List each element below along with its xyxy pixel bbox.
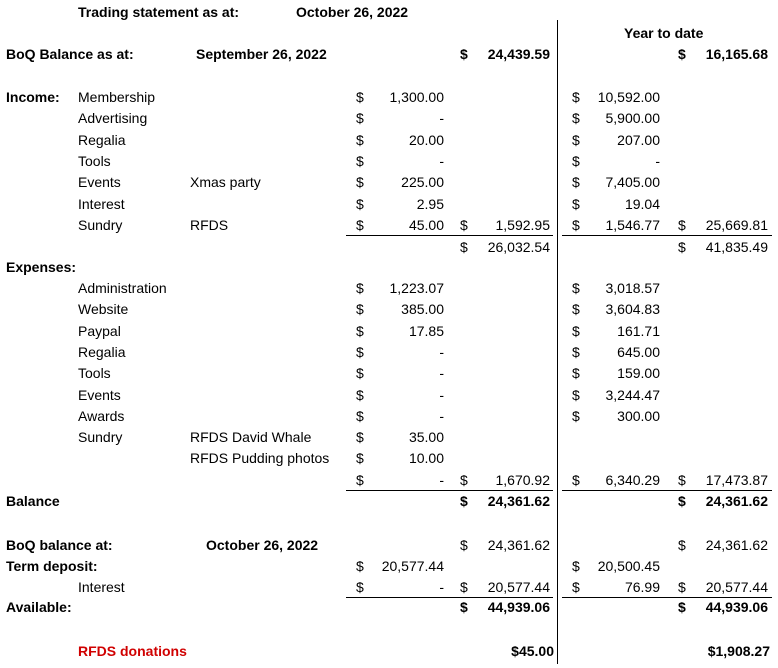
row-ytd-amount: 161.71 bbox=[617, 323, 660, 339]
currency-sign: $ bbox=[572, 89, 580, 105]
currency-sign: $ bbox=[356, 153, 364, 169]
row-ytd-amount: 5,900.00 bbox=[605, 110, 660, 126]
term-deposit-ytd-interest: 76.99 bbox=[624, 579, 660, 595]
currency-sign: $ bbox=[460, 537, 468, 553]
row-amount: 17.85 bbox=[408, 323, 444, 339]
column-divider bbox=[557, 20, 558, 664]
row-amount: 1,300.00 bbox=[389, 89, 444, 105]
currency-sign: $ bbox=[572, 153, 580, 169]
balance-ytd-amount: 24,361.62 bbox=[705, 493, 768, 509]
currency-sign: $ bbox=[460, 493, 468, 509]
row-amount: 10.00 bbox=[408, 450, 444, 466]
currency-sign: $ bbox=[572, 301, 580, 317]
currency-sign: $ bbox=[356, 365, 364, 381]
income-label: Income: bbox=[6, 89, 60, 105]
currency-sign: $ bbox=[678, 217, 686, 233]
row-ytd-amount: 645.00 bbox=[617, 344, 660, 360]
closing-date: October 26, 2022 bbox=[206, 537, 319, 553]
row-category: Regalia bbox=[78, 344, 126, 360]
closing-period-amount: 24,361.62 bbox=[487, 537, 550, 553]
row-note: Xmas party bbox=[190, 174, 261, 190]
currency-sign: $ bbox=[356, 323, 364, 339]
statement-title: Trading statement as at: bbox=[78, 4, 240, 20]
currency-sign: $ bbox=[356, 387, 364, 403]
row-ytd-amount: 300.00 bbox=[617, 408, 660, 424]
term-deposit-interest: - bbox=[439, 579, 444, 595]
income-ytd-subtotal: 41,835.49 bbox=[705, 239, 768, 255]
currency-sign: $ bbox=[678, 579, 686, 595]
currency-sign: $ bbox=[572, 579, 580, 595]
statement-date: October 26, 2022 bbox=[296, 4, 409, 20]
row-amount: - bbox=[439, 472, 444, 488]
currency-sign: $ bbox=[572, 132, 580, 148]
currency-sign: $ bbox=[572, 196, 580, 212]
currency-sign: $ bbox=[678, 537, 686, 553]
row-note: RFDS Pudding photos bbox=[190, 450, 330, 466]
balance-period-amount: 24,361.62 bbox=[487, 493, 550, 509]
currency-sign: $ bbox=[356, 89, 364, 105]
currency-sign: $ bbox=[356, 301, 364, 317]
row-category: Tools bbox=[78, 153, 111, 169]
row-amount: - bbox=[439, 153, 444, 169]
term-deposit-ytd-amount: 20,500.45 bbox=[597, 558, 660, 574]
currency-sign: $ bbox=[678, 493, 686, 509]
row-ytd-amount: 207.00 bbox=[617, 132, 660, 148]
currency-sign: $ bbox=[572, 174, 580, 190]
ytd-header: Year to date bbox=[624, 25, 704, 41]
currency-sign: $ bbox=[356, 344, 364, 360]
row-amount: 45.00 bbox=[408, 217, 444, 233]
opening-label: BoQ Balance as at: bbox=[6, 46, 134, 62]
currency-sign: $ bbox=[356, 450, 364, 466]
row-ytd-amount: 159.00 bbox=[617, 365, 660, 381]
income-ytd-underline bbox=[562, 235, 772, 236]
available-period-amount: 44,939.06 bbox=[487, 599, 550, 615]
expenses-ytd-total: 17,473.87 bbox=[705, 472, 768, 488]
row-ytd-amount: 7,405.00 bbox=[605, 174, 660, 190]
currency-sign: $ bbox=[356, 132, 364, 148]
row-category: Sundry bbox=[78, 429, 123, 445]
row-category: Advertising bbox=[78, 110, 148, 126]
expenses-period-total: 1,670.92 bbox=[495, 472, 550, 488]
expenses-underline bbox=[346, 490, 553, 491]
row-amount: - bbox=[439, 344, 444, 360]
row-category: Tools bbox=[78, 365, 111, 381]
row-category: Events bbox=[78, 174, 121, 190]
row-amount: - bbox=[439, 387, 444, 403]
row-note: RFDS bbox=[190, 217, 229, 233]
currency-sign: $ bbox=[356, 408, 364, 424]
row-amount: 2.95 bbox=[416, 196, 444, 212]
currency-sign: $ bbox=[356, 558, 364, 574]
row-ytd-amount: 1,546.77 bbox=[605, 217, 660, 233]
currency-sign: $ bbox=[572, 408, 580, 424]
currency-sign: $ bbox=[356, 579, 364, 595]
opening-ytd-amount: 16,165.68 bbox=[705, 46, 768, 62]
term-deposit-period-total: 20,577.44 bbox=[487, 579, 550, 595]
currency-sign: $ bbox=[572, 217, 580, 233]
term-deposit-label: Term deposit: bbox=[6, 558, 98, 574]
currency-sign: $ bbox=[572, 344, 580, 360]
currency-sign: $ bbox=[460, 579, 468, 595]
row-category: Awards bbox=[78, 408, 125, 424]
row-amount: 20.00 bbox=[408, 132, 444, 148]
row-ytd-amount: 19.04 bbox=[624, 196, 660, 212]
currency-sign: $ bbox=[356, 174, 364, 190]
currency-sign: $ bbox=[460, 217, 468, 233]
rfds-ytd-amount: $1,908.27 bbox=[707, 643, 770, 659]
row-ytd-amount: 3,244.47 bbox=[605, 387, 660, 403]
balance-label: Balance bbox=[6, 493, 60, 509]
currency-sign: $ bbox=[572, 387, 580, 403]
currency-sign: $ bbox=[356, 196, 364, 212]
row-note: RFDS David Whale bbox=[190, 429, 312, 445]
term-deposit-ytd-total: 20,577.44 bbox=[705, 579, 768, 595]
row-amount: 35.00 bbox=[408, 429, 444, 445]
income-period-subtotal: 26,032.54 bbox=[487, 239, 550, 255]
opening-date: September 26, 2022 bbox=[196, 46, 327, 62]
row-category: Sundry bbox=[78, 217, 123, 233]
currency-sign: $ bbox=[572, 280, 580, 296]
closing-label: BoQ balance at: bbox=[6, 537, 113, 553]
currency-sign: $ bbox=[678, 472, 686, 488]
currency-sign: $ bbox=[356, 472, 364, 488]
row-ytd-amount: 3,604.83 bbox=[605, 301, 660, 317]
currency-sign: $ bbox=[572, 472, 580, 488]
row-category: Regalia bbox=[78, 132, 126, 148]
income-underline bbox=[346, 235, 553, 236]
term-deposit-amount: 20,577.44 bbox=[381, 558, 444, 574]
currency-sign: $ bbox=[572, 558, 580, 574]
row-category: Administration bbox=[78, 280, 167, 296]
income-ytd-total: 25,669.81 bbox=[705, 217, 768, 233]
row-amount: 385.00 bbox=[401, 301, 444, 317]
currency-sign: $ bbox=[678, 599, 686, 615]
row-ytd-amount: 10,592.00 bbox=[597, 89, 660, 105]
currency-sign: $ bbox=[356, 110, 364, 126]
row-ytd-amount: 6,340.29 bbox=[605, 472, 660, 488]
currency-sign: $ bbox=[460, 599, 468, 615]
row-category: Interest bbox=[78, 196, 125, 212]
currency-sign: $ bbox=[678, 239, 686, 255]
currency-sign: $ bbox=[678, 46, 686, 62]
row-ytd-amount: 3,018.57 bbox=[605, 280, 660, 296]
row-category: Membership bbox=[78, 89, 156, 105]
row-category: Paypal bbox=[78, 323, 121, 339]
row-category: Events bbox=[78, 387, 121, 403]
row-amount: 1,223.07 bbox=[389, 280, 444, 296]
expenses-label: Expenses: bbox=[6, 259, 77, 275]
row-amount: - bbox=[439, 408, 444, 424]
interest-label: Interest bbox=[78, 579, 125, 595]
row-category: Website bbox=[78, 301, 129, 317]
expenses-ytd-underline bbox=[562, 490, 772, 491]
rfds-period-amount: $45.00 bbox=[511, 643, 554, 659]
currency-sign: $ bbox=[460, 46, 468, 62]
row-amount: 225.00 bbox=[401, 174, 444, 190]
rfds-donations-label: RFDS donations bbox=[78, 643, 187, 659]
available-ytd-amount: 44,939.06 bbox=[705, 599, 768, 615]
closing-ytd-amount: 24,361.62 bbox=[705, 537, 768, 553]
row-ytd-amount: - bbox=[655, 153, 660, 169]
currency-sign: $ bbox=[356, 429, 364, 445]
opening-period-amount: 24,439.59 bbox=[487, 46, 550, 62]
available-label: Available: bbox=[6, 599, 72, 615]
currency-sign: $ bbox=[572, 365, 580, 381]
row-amount: - bbox=[439, 365, 444, 381]
currency-sign: $ bbox=[356, 280, 364, 296]
currency-sign: $ bbox=[460, 239, 468, 255]
currency-sign: $ bbox=[572, 323, 580, 339]
currency-sign: $ bbox=[356, 217, 364, 233]
currency-sign: $ bbox=[460, 472, 468, 488]
row-amount: - bbox=[439, 110, 444, 126]
income-period-total: 1,592.95 bbox=[495, 217, 550, 233]
currency-sign: $ bbox=[572, 110, 580, 126]
